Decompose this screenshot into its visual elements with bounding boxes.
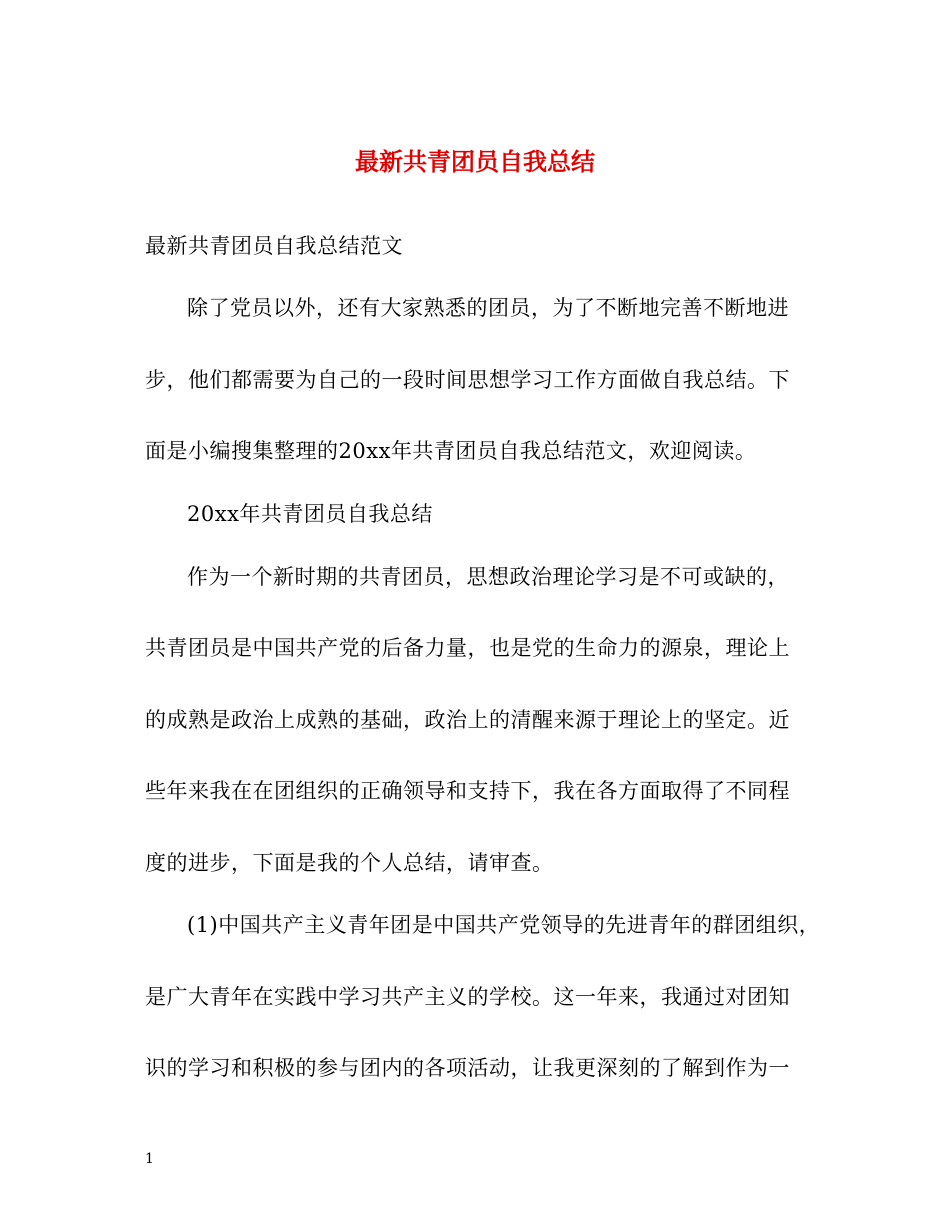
paragraph-line: 识的学习和积极的参与团内的各项活动，让我更深刻的了解到作为一 — [145, 1056, 790, 1080]
paragraph-line: 面是小编搜集整理的20xx年共青团员自我总结范文，欢迎阅读。 — [145, 439, 757, 463]
paragraph-line: 作为一个新时期的共青团员，思想政治理论学习是不可或缺的， — [187, 565, 789, 589]
paragraph-line: (1)中国共产主义青年团是中国共产党领导的先进青年的群团组织， — [187, 913, 821, 937]
paragraph-line: 是广大青年在实践中学习共产主义的学校。这一年来，我通过对团知 — [145, 985, 790, 1009]
paragraph-line: 些年来我在在团组织的正确领导和支持下，我在各方面取得了不同程 — [145, 779, 790, 803]
document-title: 最新共青团员自我总结 — [355, 147, 595, 176]
subtitle-line: 最新共青团员自我总结范文 — [145, 234, 403, 258]
paragraph-line: 度的进步，下面是我的个人总结，请审查。 — [145, 851, 554, 875]
paragraph-line: 除了党员以外，还有大家熟悉的团员，为了不断地完善不断地进 — [187, 296, 789, 320]
page-number: 1 — [145, 1151, 154, 1167]
section-heading-line: 20xx年共青团员自我总结 — [187, 502, 433, 526]
paragraph-line: 的成熟是政治上成熟的基础，政治上的清醒来源于理论上的坚定。近 — [145, 708, 790, 732]
paragraph-line: 共青团员是中国共产党的后备力量，也是党的生命力的源泉，理论上 — [145, 636, 790, 660]
paragraph-line: 步，他们都需要为自己的一段时间思想学习工作方面做自我总结。下 — [145, 368, 790, 392]
